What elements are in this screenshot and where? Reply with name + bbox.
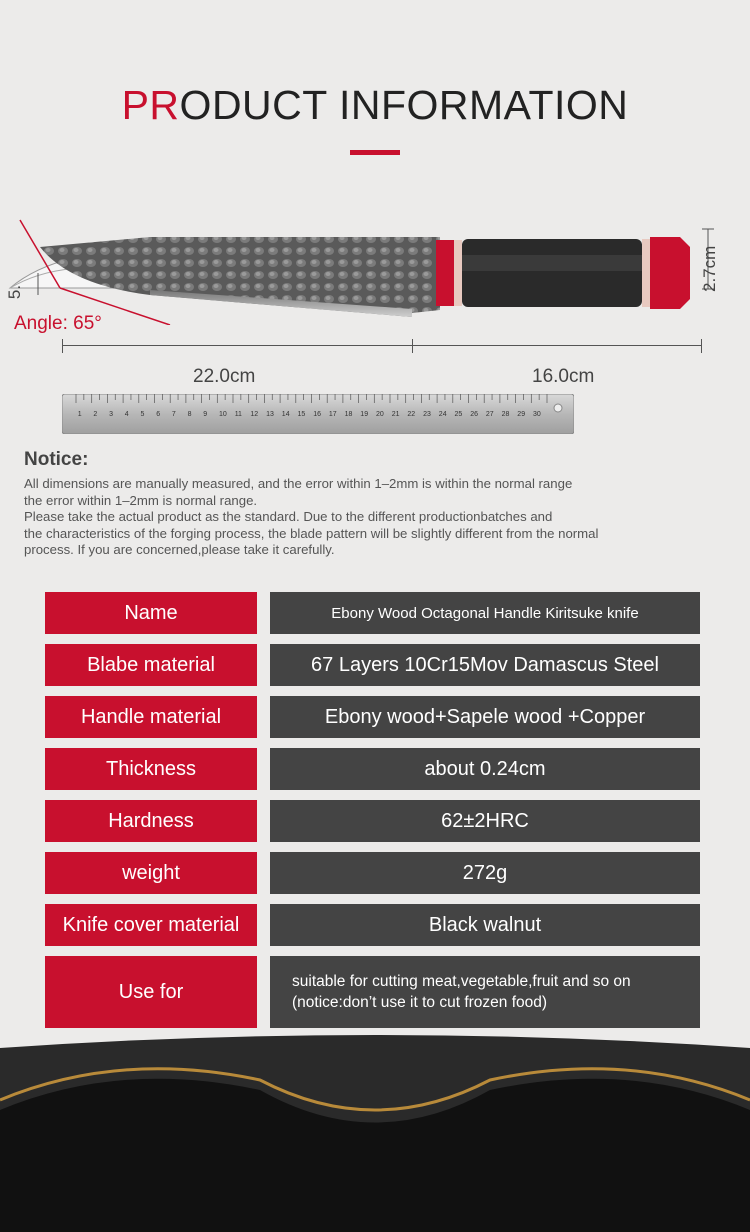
ruler-number: 13 [266, 411, 274, 418]
ruler-number: 24 [438, 411, 447, 418]
spec-key: Thickness [45, 748, 257, 790]
ruler-number: 22 [407, 411, 416, 418]
ruler-number: 18 [344, 411, 353, 418]
spec-value: Ebony wood+Sapele wood +Copper [270, 696, 700, 738]
handle-length-line [412, 345, 702, 346]
spec-row-hardness [45, 800, 700, 842]
spec-key: Use for [45, 956, 257, 1028]
handle-height-label: 2.7cm [700, 245, 719, 292]
ruler-number: 15 [297, 411, 306, 418]
spec-value: 62±2HRC [270, 800, 700, 842]
ruler-number: 10 [219, 411, 227, 418]
ruler-number: 7 [171, 411, 176, 418]
knife-handle [436, 237, 690, 309]
spec-value [270, 956, 700, 1028]
spec-value: Ebony Wood Octagonal Handle Kiritsuke knife [270, 592, 700, 634]
spec-key: Knife cover material [45, 904, 257, 946]
bottom-decoration [0, 1030, 750, 1232]
ruler-number: 30 [533, 411, 541, 418]
spec-row-name [45, 592, 700, 634]
spec-row-handle-material [45, 696, 700, 738]
spec-key: Handle material [45, 696, 257, 738]
ruler-number: 28 [501, 411, 510, 418]
notice-line: Please take the actual product as the standard. Due to the different productionbatches and [24, 509, 553, 524]
ruler-number: 26 [470, 411, 478, 418]
notice-body [24, 476, 744, 559]
spec-value-line: (notice:don’t use it to cut frozen food) [292, 994, 548, 1011]
ruler-number: 16 [313, 411, 321, 418]
title-underline [350, 150, 400, 155]
angle-label: Angle: 65° [14, 313, 102, 334]
blade-length-text: 22.0cm [193, 366, 256, 387]
spec-value-line: suitable for cutting meat,vegetable,fruit and so on [292, 973, 631, 990]
ruler-number: 29 [517, 411, 526, 418]
spec-row-use-for [45, 956, 700, 1028]
notice-line: the error within 1–2mm is normal range. [24, 492, 258, 508]
notice-line: the characteristics of the forging process, the blade pattern will be slightly different from the normal [24, 525, 599, 541]
blade-height-label: 5. [5, 284, 25, 300]
ruler-number: 9 [203, 411, 208, 418]
ruler-number: 23 [423, 411, 431, 418]
ruler-number: 11 [234, 411, 242, 418]
title-accent: PR [121, 82, 180, 128]
ruler-number: 25 [454, 411, 463, 418]
ruler-number: 12 [250, 411, 259, 418]
spec-key: Blabe material [45, 644, 257, 686]
title-rest: ODUCT INFORMATION [179, 82, 629, 128]
ruler-number: 8 [187, 411, 192, 418]
handle-length-text: 16.0cm [532, 366, 595, 387]
blade-length-line [62, 345, 412, 346]
spec-row-thickness [45, 748, 700, 790]
spec-value: Black walnut [270, 904, 700, 946]
ruler-number: 17 [328, 411, 337, 418]
ruler-number: 1 [77, 411, 82, 418]
knife-blade [40, 237, 440, 317]
notice-line: All dimensions are manually measured, and the error within 1–2mm is within the normal range [24, 476, 573, 491]
notice-heading: Notice: [24, 449, 89, 470]
spec-row-weight [45, 852, 700, 894]
spec-key: Name [45, 592, 257, 634]
steel-ruler [62, 394, 574, 434]
spec-row-blade-material [45, 644, 700, 686]
notice-line: process. If you are concerned,please take it carefully. [24, 542, 335, 557]
ruler-number: 20 [376, 411, 384, 418]
ruler-number: 2 [93, 411, 98, 418]
spec-value: 67 Layers 10Cr15Mov Damascus Steel [270, 644, 700, 686]
spec-key: Hardness [45, 800, 257, 842]
dim-tick-right [701, 339, 702, 353]
ruler-number: 5 [140, 411, 145, 418]
ruler-number: 21 [391, 411, 400, 418]
dim-tick-left [62, 339, 63, 353]
spec-key: weight [45, 852, 257, 894]
page-title [0, 82, 750, 129]
ruler-number: 6 [156, 411, 161, 418]
ruler-number: 19 [360, 411, 369, 418]
ruler-number: 14 [281, 411, 290, 418]
dim-tick-mid [412, 339, 413, 353]
spec-value: 272g [270, 852, 700, 894]
ruler-number: 4 [124, 411, 129, 418]
ruler-number: 3 [109, 411, 114, 418]
spec-row-cover-material [45, 904, 700, 946]
spec-value: about 0.24cm [270, 748, 700, 790]
ruler-number: 27 [485, 411, 494, 418]
knife-diagram [0, 185, 750, 325]
